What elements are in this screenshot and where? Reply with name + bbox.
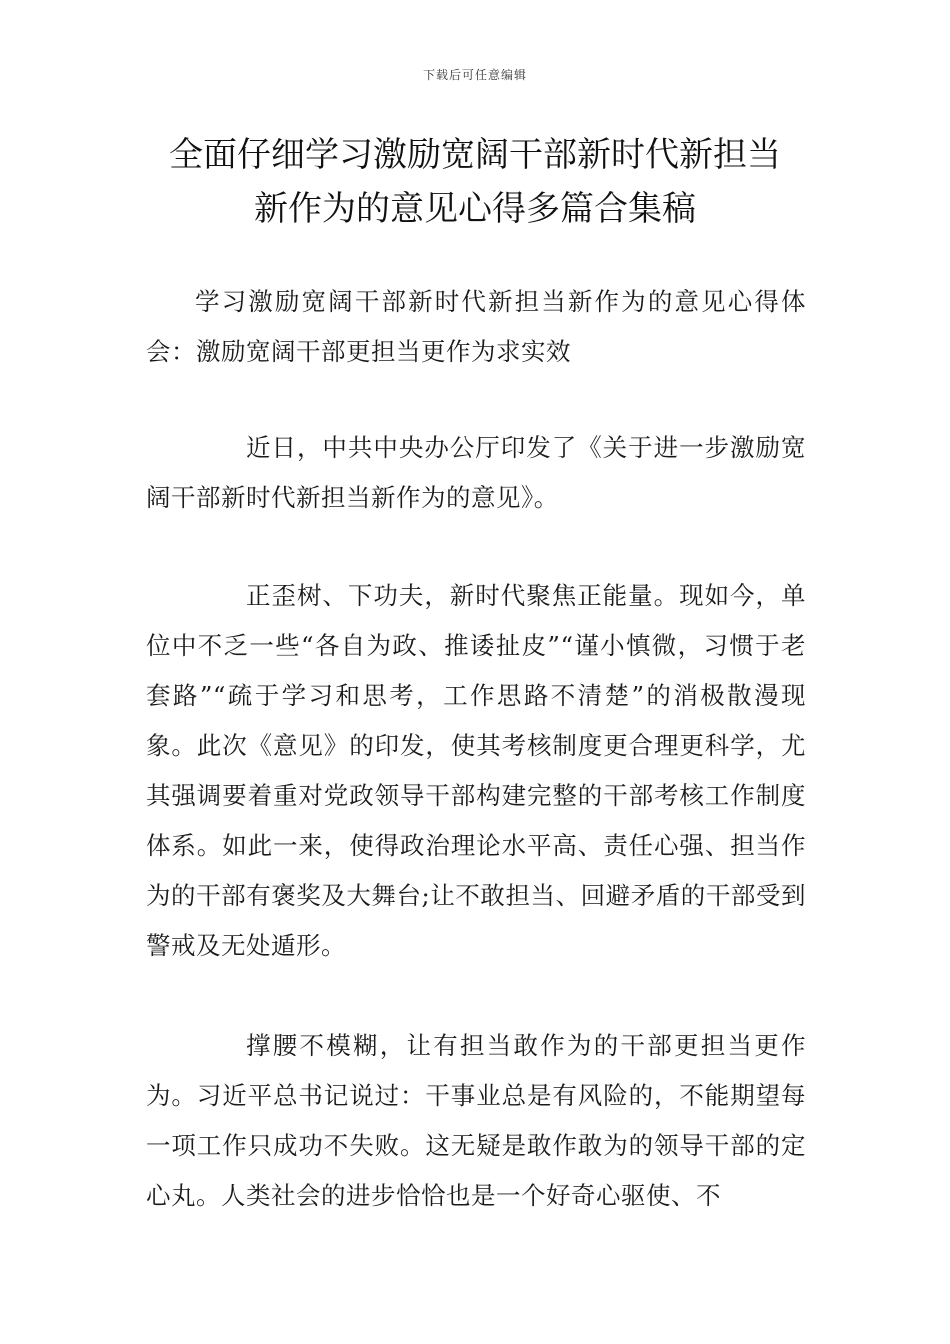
title-line-2: 新作为的意见心得多篇合集稿 [254, 189, 696, 229]
document-title [100, 128, 850, 236]
title-line-1: 全面仔细学习激励宽阔干部新时代新担当 [169, 135, 781, 175]
paragraph-body-1: 正歪树、下功夫，新时代聚焦正能量。现如今，单位中不乏一些“各自为政、推诿扯皮”“谨小慎微，习惯于老套路”“疏于学习和思考，工作思路不清楚”的消极散漫现象。此次《意见》的印发，使其考核制度更合理更科学，尤其强调要着重对党政领导干部构建完整的干部考核工作制度体系。如此一来，使得政治理论水平高、责任心强、担当作为的干部有褒奖及大舞台;让不敢担当、回避矛盾的干部受到警戒及无处遁形。 [146, 581, 806, 960]
header-note: 下载后可任意编辑 [422, 68, 527, 82]
paragraph-intro: 近日，中共中央办公厅印发了《关于进一步激励宽阔干部新时代新担当新作为的意见》。 [146, 433, 806, 512]
paragraph-subtitle: 学习激励宽阔干部新时代新担当新作为的意见心得体会：激励宽阔干部更担当更作为求实效 [146, 287, 806, 366]
paragraph-body-2: 撑腰不模糊，让有担当敢作为的干部更担当更作为。习近平总书记说过：干事业总是有风险的，不能期望每一项工作只成功不失败。这无疑是敢作敢为的领导干部的定心丸。人类社会的进步恰恰也是一个好奇心驱使、不 [146, 1031, 806, 1210]
